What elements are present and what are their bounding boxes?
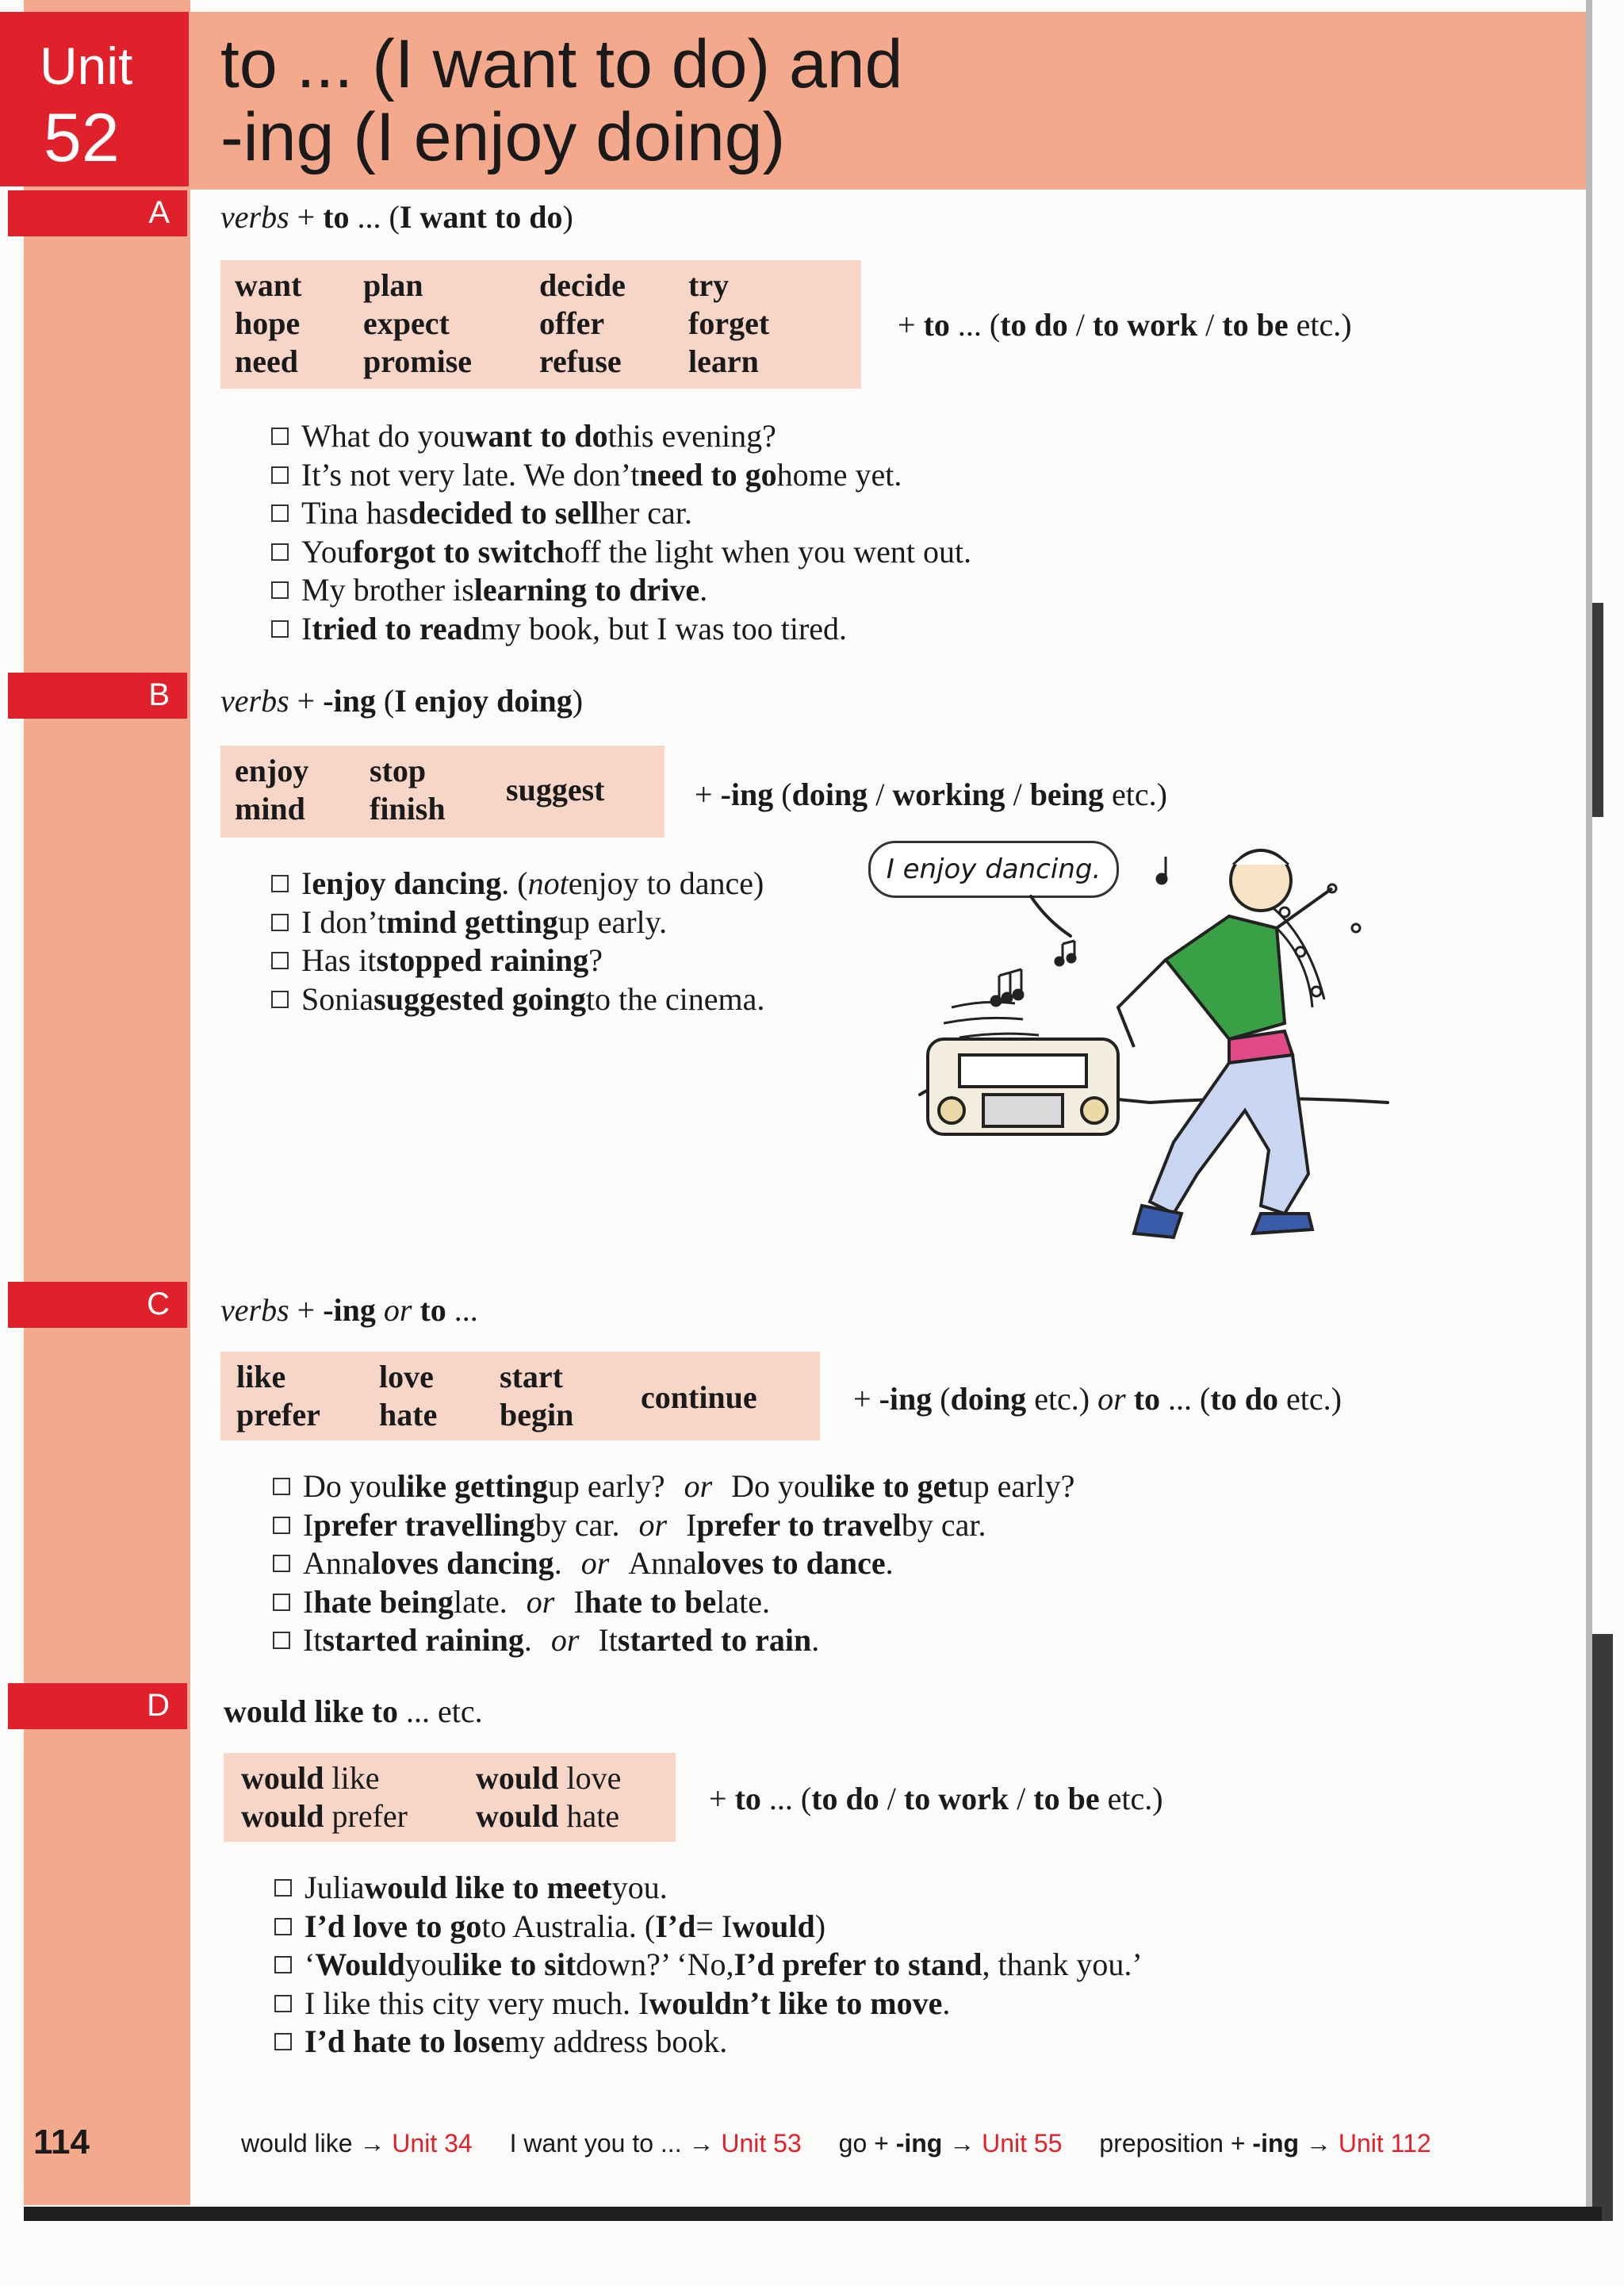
right-edge-tab	[1592, 1634, 1613, 2221]
examples-a	[271, 417, 971, 648]
rule-b: + -ing (doing / working / being etc.)	[695, 777, 1167, 812]
verb-box-b	[220, 746, 665, 838]
section-tab-a: A	[8, 190, 187, 236]
verb-column: try forget learn	[688, 267, 770, 379]
cross-ref[interactable]: preposition + -ing → Unit 112	[1099, 2129, 1431, 2158]
unit-label: Unit	[40, 36, 133, 95]
example-item: I like this city very much. I wouldn’t like to move .	[274, 1985, 1143, 2023]
example-item: It started raining . or It started to rain .	[273, 1621, 1074, 1660]
right-edge	[1586, 0, 1592, 2213]
verb-column: decide offer refuse	[539, 267, 626, 379]
example-item: Sonia suggested going to the cinema.	[271, 980, 764, 1019]
verb-column: start begin	[500, 1359, 574, 1433]
examples-b	[271, 865, 764, 1018]
bullet-box-icon	[271, 581, 289, 599]
example-item: Tina has decided to sell her car.	[271, 494, 971, 533]
bullet-box-icon	[271, 504, 289, 522]
bullet-box-icon	[271, 620, 289, 638]
cross-ref[interactable]: would like → Unit 34	[241, 2129, 473, 2158]
examples-d	[274, 1869, 1143, 2062]
verb-column: would like would prefer	[241, 1760, 408, 1834]
verb-column: stop finish	[370, 753, 446, 827]
verb-column: enjoy mind	[235, 753, 309, 827]
bullet-box-icon	[274, 1995, 292, 2012]
example-item: What do you want to do this evening?	[271, 417, 971, 456]
bullet-box-icon	[273, 1594, 290, 1611]
rule-d: + to ... (to do / to work / to be etc.)	[709, 1781, 1163, 1816]
arrow-icon: →	[688, 2129, 722, 2158]
bullet-box-icon	[271, 543, 289, 561]
verb-column: suggest	[506, 772, 605, 807]
section-b-heading: verbs + -ing (I enjoy doing)	[220, 683, 584, 719]
verb-box-d	[224, 1753, 676, 1842]
bullet-box-icon	[274, 1879, 292, 1897]
verb-column: plan expect promise	[363, 267, 473, 379]
dancing-man-illustration	[912, 841, 1404, 1269]
verb-column: continue	[641, 1379, 757, 1415]
example-item: I’d love to go to Australia. ( I’d = I would )	[274, 1908, 1143, 1947]
page-title: to ... (I want to do) and -ing (I enjoy doing)	[220, 26, 903, 175]
verb-column: would love would hate	[476, 1760, 622, 1834]
rule-c: + -ing (doing etc.) or to ... (to do etc.)	[853, 1381, 1342, 1417]
example-item: You forgot to switch off the light when you went out.	[271, 533, 971, 572]
example-item: I prefer travelling by car. or I prefer to travel by car.	[273, 1506, 1074, 1545]
example-item: I enjoy dancing . ( not enjoy to dance)	[271, 865, 764, 903]
example-item: It’s not very late. We don’t need to go home yet.	[271, 456, 971, 495]
right-edge-tab	[1592, 603, 1603, 817]
bullet-box-icon	[273, 1478, 290, 1495]
rule-a: + to ... (to do / to work / to be etc.)	[898, 307, 1352, 343]
verb-column: love hate	[379, 1359, 438, 1433]
unit-badge	[0, 12, 189, 186]
verb-column: like prefer	[236, 1359, 320, 1433]
section-a-heading: verbs + to ... (I want to do)	[220, 199, 573, 235]
arrow-icon: →	[949, 2129, 982, 2158]
bullet-box-icon	[271, 466, 289, 484]
bullet-box-icon	[271, 952, 289, 969]
section-d-heading: would like to ... etc.	[224, 1693, 483, 1729]
bullet-box-icon	[271, 914, 289, 931]
arrow-icon: →	[359, 2129, 393, 2158]
speech-bubble: I enjoy dancing.	[868, 841, 1119, 898]
bullet-box-icon	[273, 1555, 290, 1572]
example-item: My brother is learning to drive .	[271, 571, 971, 610]
cross-references	[241, 2129, 1461, 2158]
example-item: I don’t mind getting up early.	[271, 903, 764, 942]
page-number: 114	[33, 2123, 90, 2161]
section-c-heading: verbs + -ing or to ...	[220, 1292, 478, 1328]
bullet-box-icon	[274, 1956, 292, 1973]
example-item: Julia would like to meet you.	[274, 1869, 1143, 1908]
bullet-box-icon	[273, 1632, 290, 1649]
verb-column: want hope need	[235, 267, 302, 379]
example-item: Anna loves dancing . or Anna loves to dance .	[273, 1544, 1074, 1583]
bullet-box-icon	[274, 2033, 292, 2050]
verb-box-a	[220, 260, 861, 389]
cross-ref[interactable]: go + -ing → Unit 55	[838, 2129, 1063, 2158]
bottom-edge	[24, 2207, 1602, 2221]
section-tab-b: B	[8, 673, 187, 719]
examples-c	[273, 1467, 1074, 1660]
section-tab-d: D	[8, 1683, 187, 1729]
example-item: Do you like getting up early? or Do you like to get up early?	[273, 1467, 1074, 1506]
bullet-box-icon	[271, 991, 289, 1008]
bullet-box-icon	[271, 875, 289, 892]
example-item: I hate being late. or I hate to be late.	[273, 1583, 1074, 1622]
example-item: ‘ Would you like to sit down?’ ‘No, I’d prefer to stand , thank you.’	[274, 1946, 1143, 1985]
title-bar	[189, 12, 1592, 190]
cross-ref[interactable]: I want you to ... → Unit 53	[509, 2129, 802, 2158]
section-tab-c: C	[8, 1282, 187, 1328]
example-item: I tried to read my book, but I was too tired.	[271, 610, 971, 649]
example-item: I’d hate to lose my address book.	[274, 2023, 1143, 2062]
example-item: Has it stopped raining ?	[271, 942, 764, 980]
bullet-box-icon	[274, 1918, 292, 1935]
left-sidebar	[24, 0, 190, 2205]
bullet-box-icon	[273, 1517, 290, 1534]
verb-box-c	[220, 1352, 820, 1440]
unit-number: 52	[44, 100, 120, 176]
bullet-box-icon	[271, 428, 289, 445]
arrow-icon: →	[1305, 2129, 1339, 2158]
